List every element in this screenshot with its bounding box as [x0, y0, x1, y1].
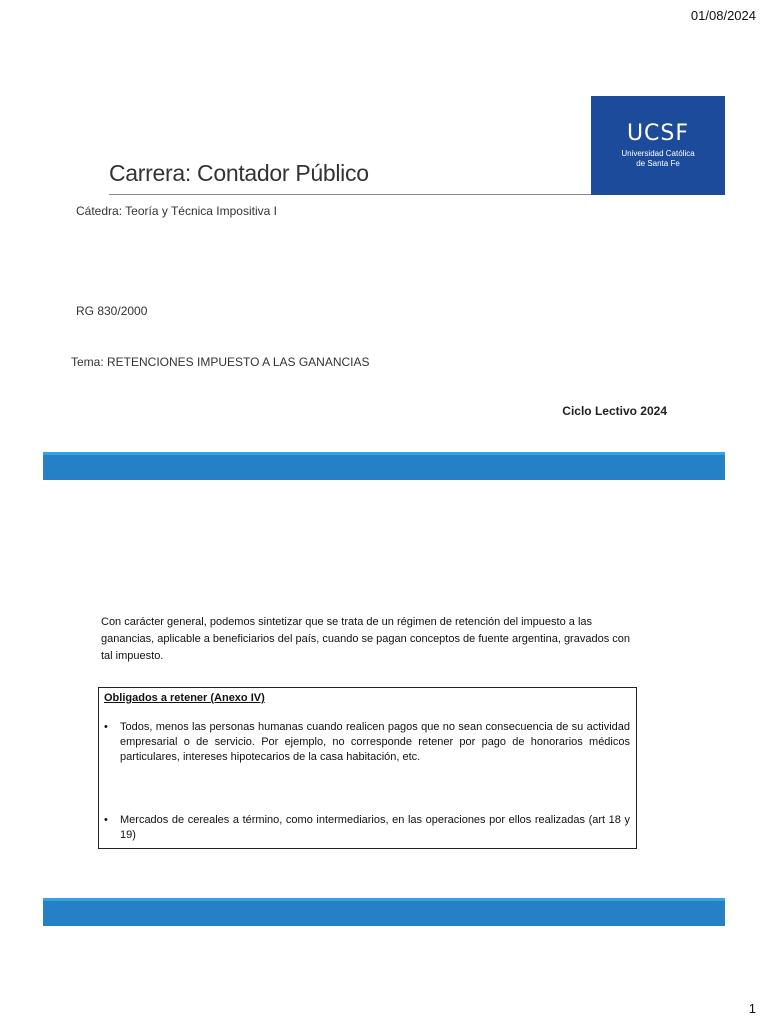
slide-1 [0, 0, 768, 490]
slide-2-footer-bar [43, 898, 725, 926]
catedra-text: Cátedra: Teoría y Técnica Impositiva I [76, 204, 277, 218]
ucsf-logo [591, 96, 725, 195]
intro-paragraph: Con carácter general, podemos sintetizar que se trata de un régimen de retención del impuesto a las ganancias, aplicable a beneficiarios del país, cuando se pagan conceptos de fuente argentina, gravados con tal impuesto. [101, 616, 630, 662]
ciclo-lectivo: Ciclo Lectivo 2024 [562, 404, 667, 418]
bullet-list [104, 720, 630, 843]
slide-1-footer-bar [43, 452, 725, 480]
logo-line-2: de Santa Fe [636, 159, 680, 168]
logo-line-1: Universidad Católica [621, 149, 695, 158]
bullet-text: Todos, menos las personas humanas cuando realicen pagos que no sean consecuencia de su actividad empresarial o de servicio. Por ejemplo, no corresponde retener por pago de honorarios médicos particulares, intereses hipotecarios de la casa habitación, etc. [120, 721, 630, 763]
list-item [104, 813, 630, 843]
bullet-dot-icon: • [104, 814, 108, 826]
tema-text: Tema: RETENCIONES IMPUESTO A LAS GANANCIAS [71, 355, 370, 369]
bullet-text: Mercados de cereales a término, como intermediarios, en las operaciones por ellos realizadas (art 18 y 19) [120, 814, 630, 841]
logo-acronym: UCSF [626, 121, 690, 146]
box-heading: Obligados a retener (Anexo IV) [104, 692, 265, 704]
print-date: 01/08/2024 [690, 8, 756, 23]
list-item [104, 720, 630, 765]
page-number: 1 [748, 1001, 756, 1016]
title-divider [109, 194, 591, 195]
slide-title: Carrera: Contador Público [109, 160, 369, 186]
rg-text: RG 830/2000 [76, 304, 148, 318]
obligados-box [98, 687, 637, 849]
bullet-dot-icon: • [104, 721, 108, 733]
